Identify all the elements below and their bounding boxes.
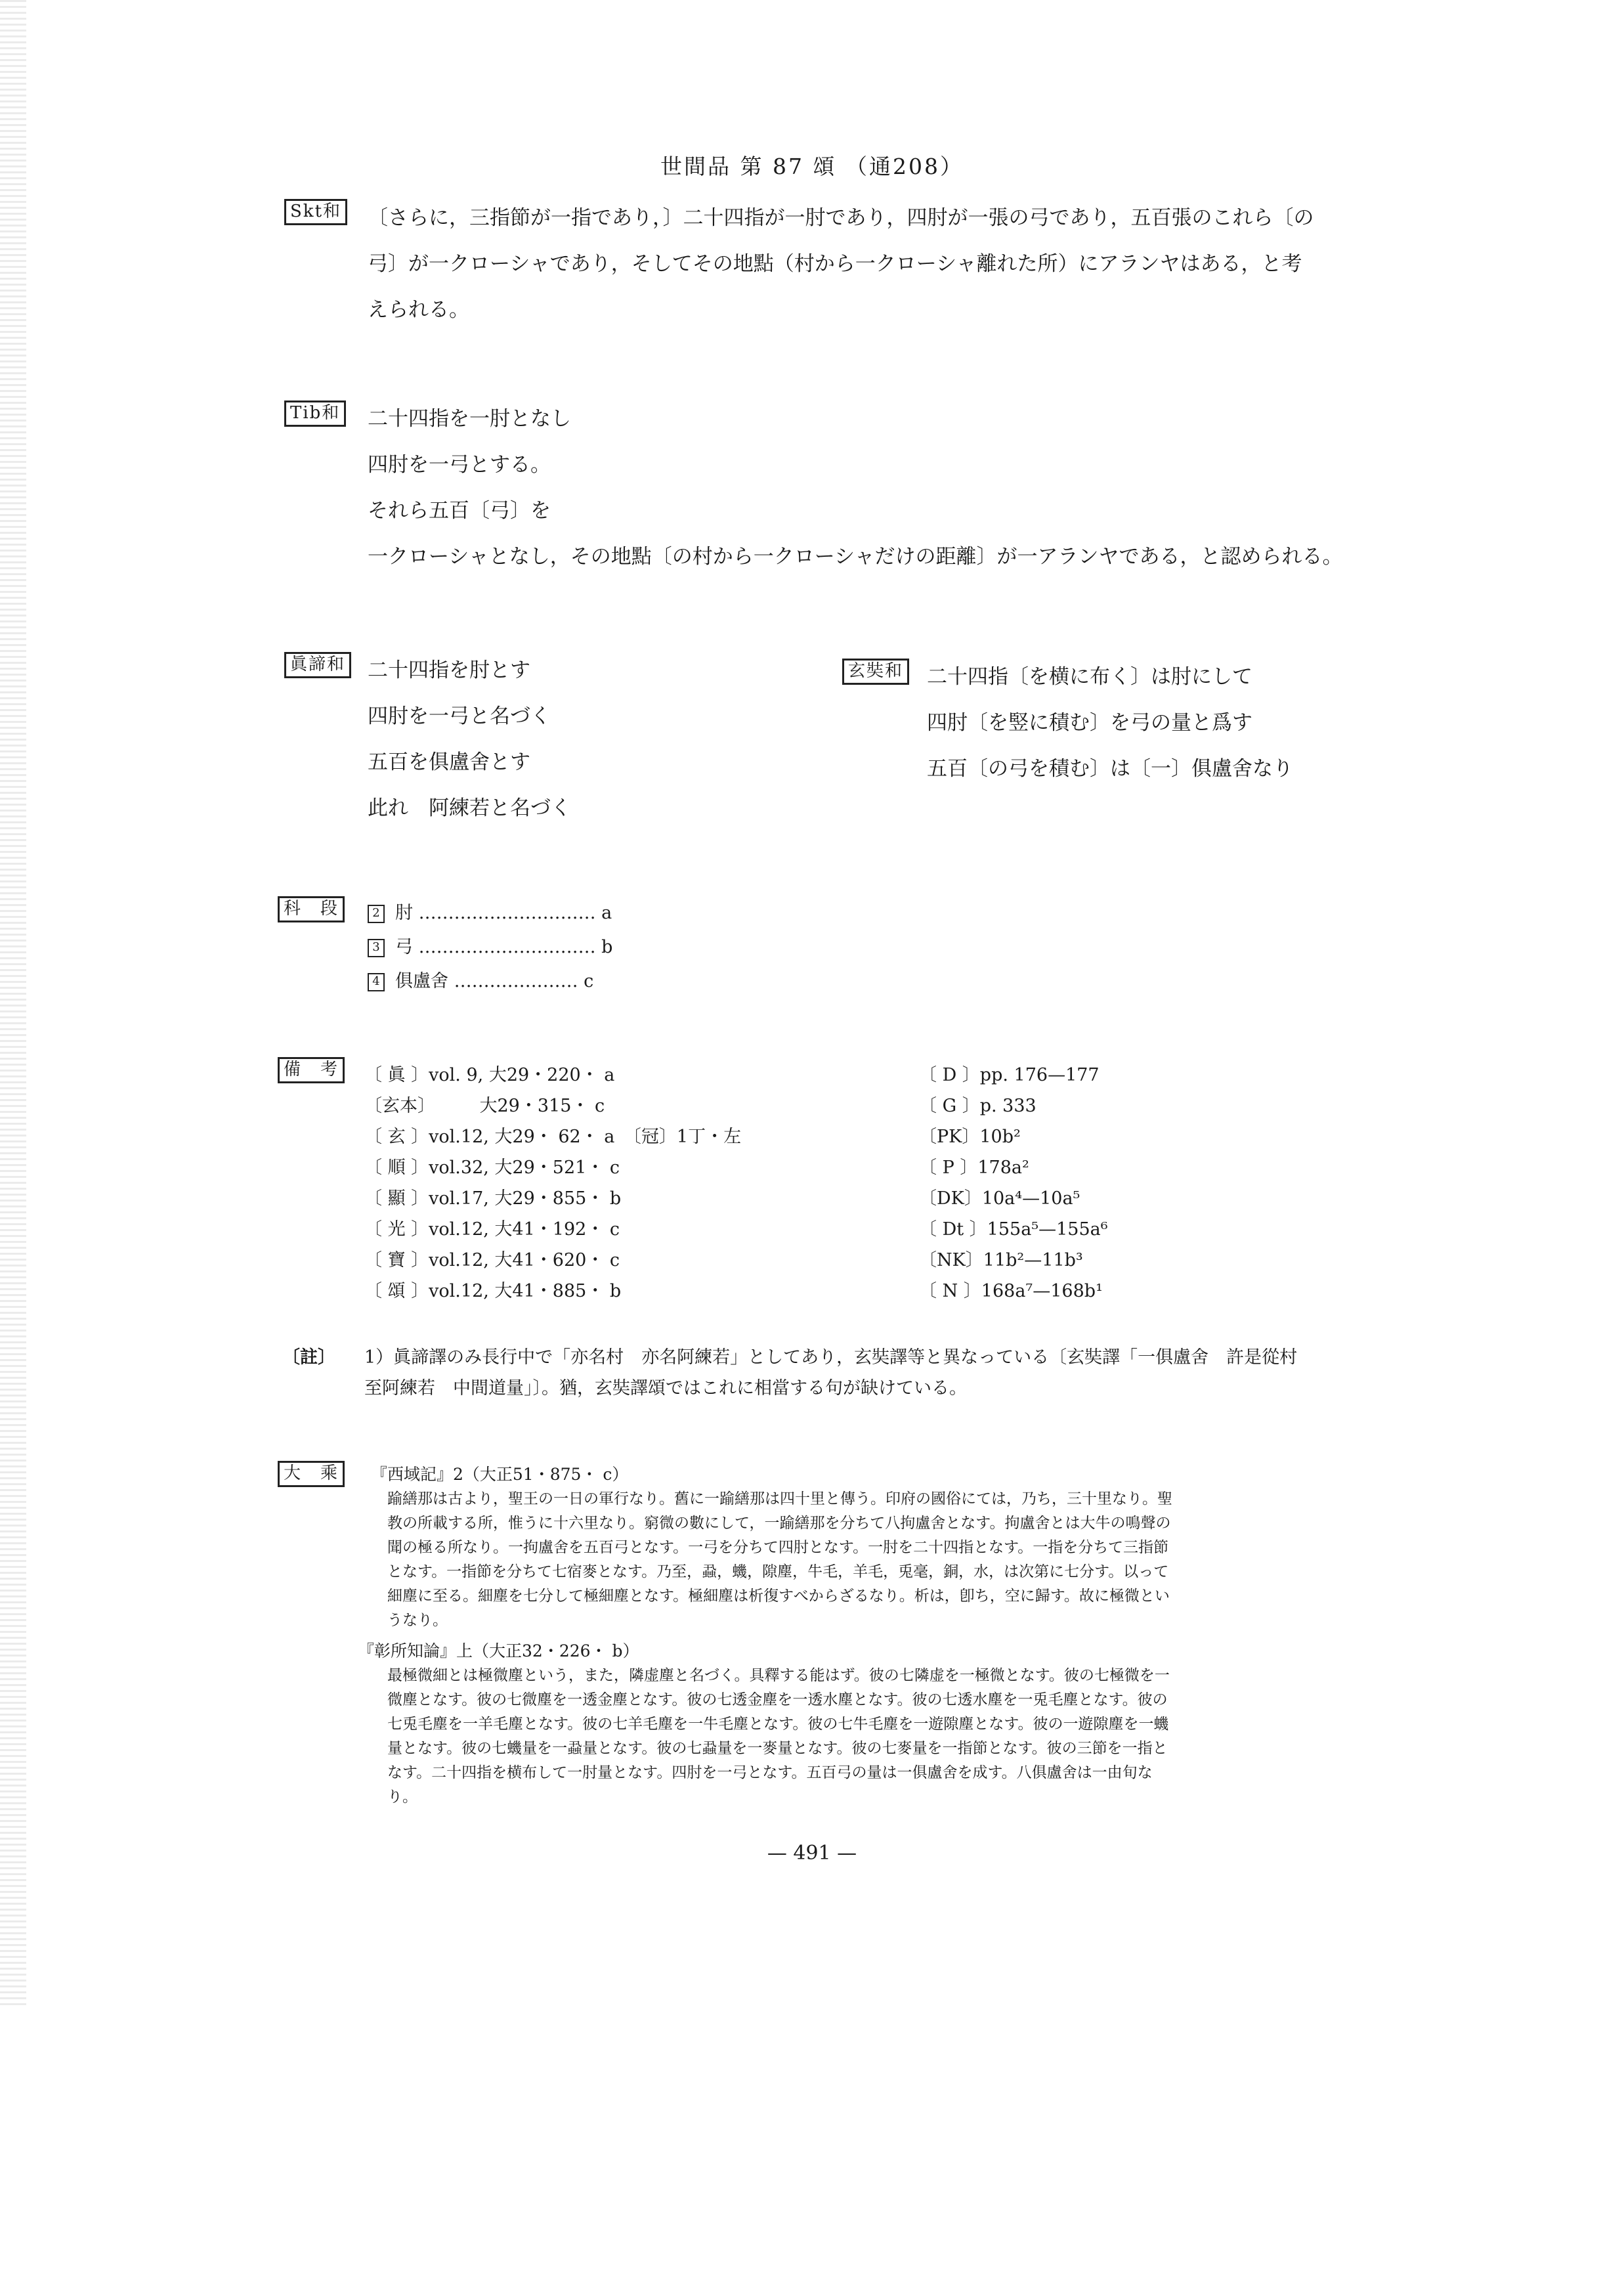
tag-tib: Tib和 (284, 401, 346, 427)
item-number: 4 (368, 973, 385, 991)
biko-right-row: 〔 P 〕178a² (919, 1158, 1029, 1178)
tag-kadan: 科 段 (278, 896, 345, 922)
tag-biko: 備 考 (278, 1057, 345, 1083)
shintai-line: 二十四指を肘とす (368, 659, 530, 682)
biko-right-row: 〔 Dt 〕155a⁵—155a⁶ (919, 1219, 1108, 1240)
page-number: — 491 — (767, 1842, 857, 1865)
daijo-line: なす。二十四指を横布して一肘量となす。四肘を一弓となす。五百弓の量は一俱盧舍を成す。八俱盧舍は一由旬な (387, 1764, 1153, 1781)
biko-left-row: 〔 寶 〕vol.12, 大41・620・ c (364, 1250, 620, 1270)
note-line: 1）眞諦譯のみ長行中で「亦名村 亦名阿練若」としてあり，玄奘譯等と異なっている〔玄奘譯「一俱盧舍 許是從村 (364, 1347, 1298, 1368)
biko-right-row: 〔NK〕11b²—11b³ (919, 1250, 1083, 1270)
biko-right-row: 〔DK〕10a⁴—10a⁵ (919, 1188, 1080, 1209)
skt-line: 〔さらに，三指節が一指であり，〕二十四指が一肘であり，四肘が一張の弓であり，五百張のこれら〔の (368, 206, 1314, 230)
biko-left-row: 〔 順 〕vol.32, 大29・521・ c (364, 1158, 620, 1178)
tib-line: それら五百〔弓〕を (368, 499, 551, 523)
biko-left-row: 〔 頌 〕vol.12, 大41・885・ b (364, 1281, 622, 1301)
shintai-line: 四肘を一弓と名づく (368, 704, 551, 728)
biko-left-row: 〔 眞 〕vol. 9, 大29・220・ a (364, 1065, 615, 1085)
daijo-source: 『彰所知論』上（大正32・226・ b） (358, 1641, 639, 1660)
biko-right-row: 〔 D 〕pp. 176—177 (919, 1065, 1100, 1085)
tag-shintai: 眞諦和 (284, 652, 351, 678)
genjo-line: 四肘〔を竪に積む〕を弓の量と爲す (927, 711, 1252, 735)
tag-notes: 〔註〕 (282, 1347, 335, 1368)
daijo-line: 教の所載する所，惟うに十六里なり。窮微の數にして，一踰繕那を分ちて八拘盧舍となす。拘盧舍とは大牛の鳴聲の (387, 1515, 1171, 1532)
item-number: 2 (368, 905, 385, 923)
tag-skt: Skt和 (284, 199, 347, 225)
biko-right-row: 〔 G 〕p. 333 (919, 1096, 1036, 1116)
tib-line: 四肘を一弓とする。 (368, 453, 551, 477)
skt-line: えられる。 (368, 298, 469, 322)
kadan-item (368, 898, 612, 924)
daijo-line: 最極微細とは極微塵という，また，隣虚塵と名づく。具釋する能はず。彼の七隣虚を一極微となす。彼の七極微を一 (387, 1667, 1170, 1684)
kadan-item (368, 932, 612, 958)
biko-left-row: 〔 光 〕vol.12, 大41・192・ c (364, 1219, 620, 1240)
tag-genjo: 玄奘和 (842, 659, 909, 685)
daijo-line: 聞の極る所なり。一拘盧舍を五百弓となす。一弓を分ちて四肘となす。一肘を二十四指となす。一指を分ちて三指節 (387, 1539, 1169, 1556)
daijo-line: 七兎毛塵を一羊毛塵となす。彼の七羊毛塵を一牛毛塵となす。彼の七牛毛塵を一遊隙塵となす。彼の一遊隙塵を一蟣 (387, 1716, 1169, 1733)
kadan-item-text: 弓 ………………………… b (395, 937, 613, 957)
tag-daijo: 大 乘 (278, 1461, 345, 1487)
daijo-line: り。 (387, 1788, 417, 1806)
item-number: 3 (368, 939, 385, 957)
shintai-line: 此れ 阿練若と名づく (368, 796, 571, 820)
kadan-item-text: 肘 ………………………… a (395, 903, 612, 923)
genjo-line: 五百〔の弓を積む〕は〔一〕俱盧舍なり (927, 757, 1293, 781)
genjo-line: 二十四指〔を横に布く〕は肘にして (927, 665, 1252, 689)
daijo-line: うなり。 (387, 1612, 448, 1629)
daijo-line: 細塵に至る。細塵を七分して極細塵となす。極細塵は析復すべからざるなり。析は，卽ち，空に歸す。故に極微とい (387, 1588, 1170, 1605)
daijo-line: 踰繕那は古より，聖王の一日の軍行なり。舊に一踰繕那は四十里と傳う。印府の國俗にては，乃ち，三十里なり。聖 (387, 1490, 1172, 1507)
tib-line: 二十四指を一肘となし (368, 407, 571, 431)
biko-left-row: 〔玄本〕 大29・315・ c (364, 1096, 605, 1116)
page-title: 世間品 第 87 頌 （通208） (660, 154, 964, 179)
skt-line: 弓〕が一クローシャであり，そしてその地點（村から一クローシャ離れた所）にアランヤはある，と考 (368, 252, 1302, 276)
note-line: 至阿練若 中間道量」〕。猶，玄奘譯頌ではこれに相當する句が缺けている。 (364, 1378, 967, 1398)
daijo-line: 微塵となす。彼の七微塵を一透金塵となす。彼の七透金塵を一透水塵となす。彼の七透水塵を一兎毛塵となす。彼の (387, 1691, 1168, 1708)
biko-right-row: 〔 N 〕168a⁷—168b¹ (919, 1281, 1103, 1301)
shintai-line: 五百を俱盧舍とす (368, 750, 530, 774)
daijo-line: となす。一指節を分ちて七宿麥となす。乃至，蝨，蟣，隙塵，牛毛，羊毛，兎毫，銅，水，は次第に七分す。以って (387, 1563, 1169, 1580)
biko-left-row: 〔 玄 〕vol.12, 大29・ 62・ a 〔冠〕1丁・左 (364, 1127, 742, 1147)
kadan-item (368, 966, 593, 992)
daijo-line: 量となす。彼の七蟣量を一蝨量となす。彼の七蝨量を一麥量となす。彼の七麥量を一指節となす。彼の三節を一指と (387, 1740, 1168, 1757)
tib-line: 一クローシャとなし，その地點〔の村から一クローシャだけの距離〕が一アランヤである，と認められる。 (368, 545, 1343, 569)
kadan-item-text: 俱盧舍 ………………… c (395, 971, 594, 991)
biko-left-row: 〔 顯 〕vol.17, 大29・855・ b (364, 1188, 622, 1209)
scan-edge (0, 0, 26, 2009)
biko-right-row: 〔PK〕10b² (919, 1127, 1021, 1147)
daijo-source: 『西域記』2（大正51・875・ c） (371, 1465, 629, 1484)
